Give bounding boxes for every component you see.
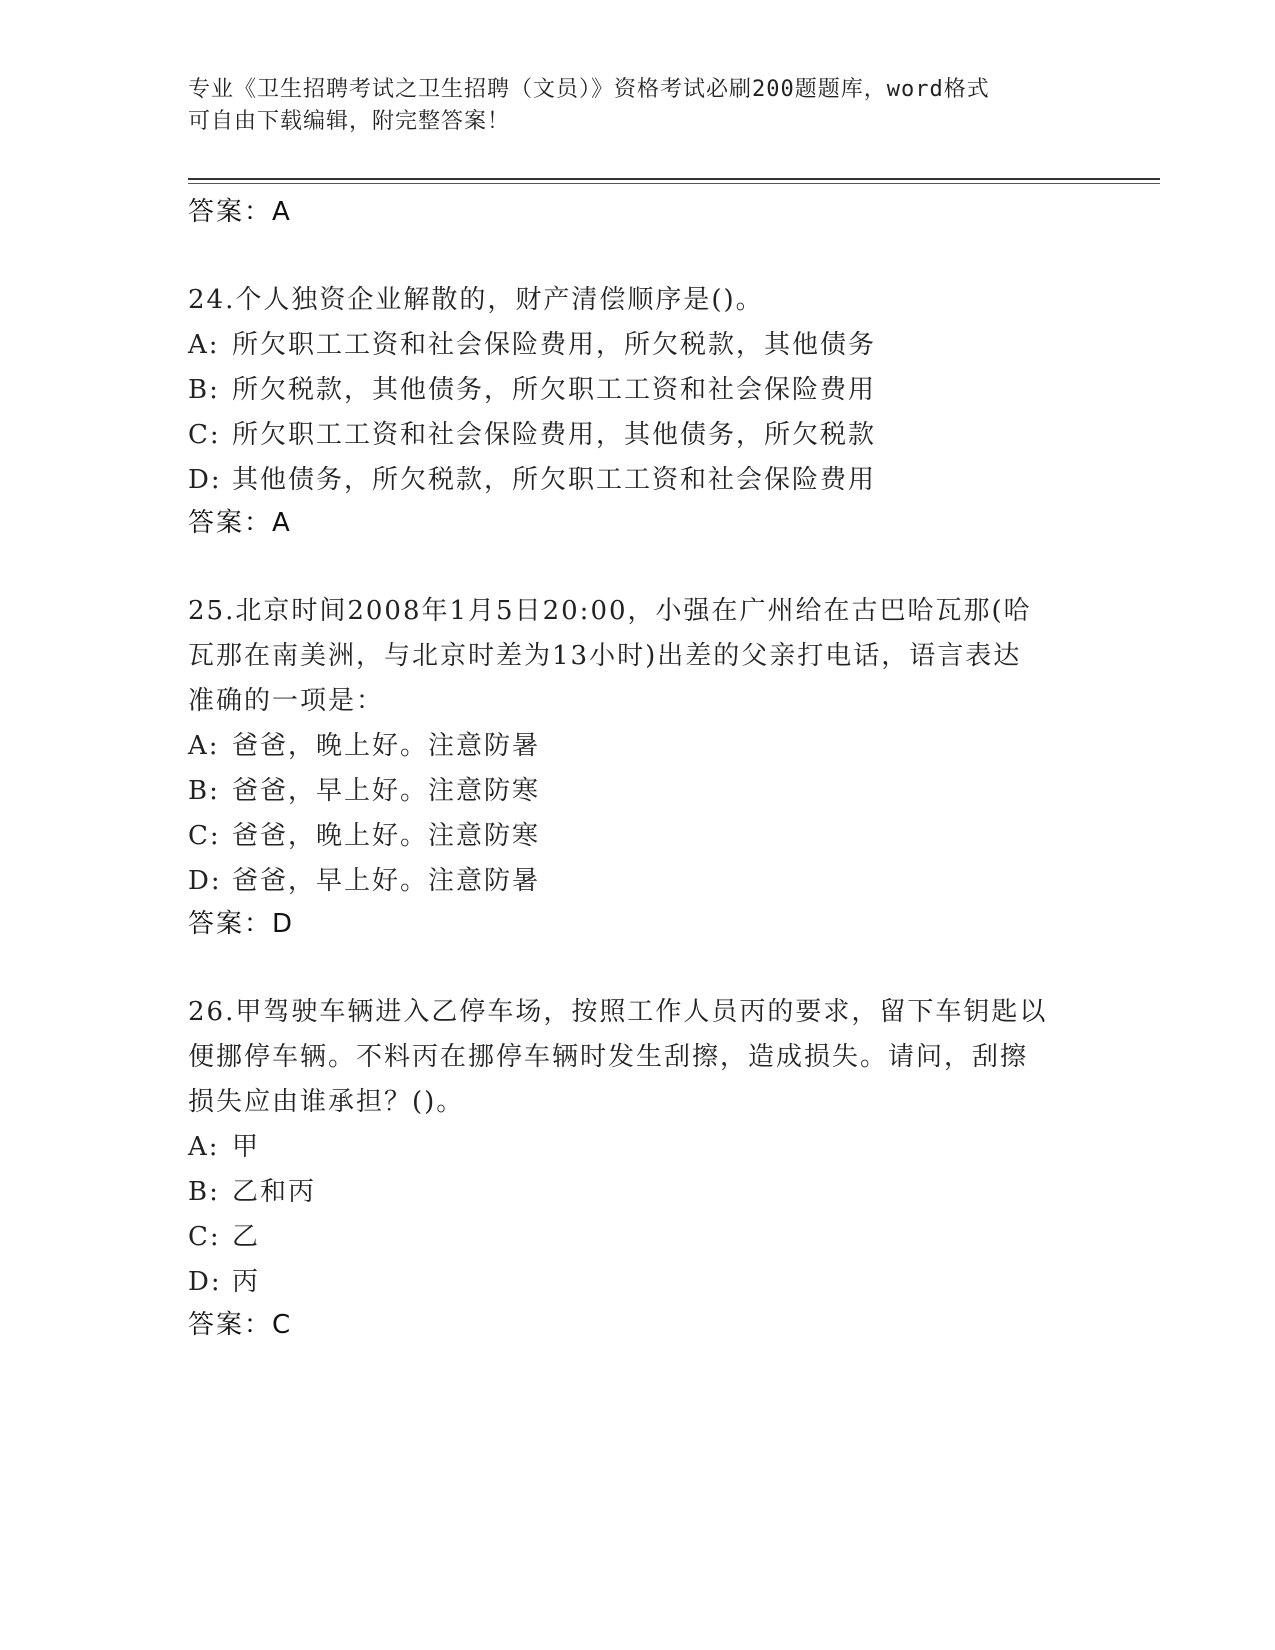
header-title-line-1: 专业《卫生招聘考试之卫生招聘（文员）》资格考试必刷200题题库，word格式	[188, 77, 990, 102]
question-line: 便挪停车辆。不料丙在挪停车辆时发生刮擦，造成损失。请问，刮擦	[188, 1042, 1029, 1072]
option-a	[188, 323, 1088, 368]
option-key: D:	[188, 1267, 222, 1297]
option-c	[188, 413, 1088, 458]
option-key: B:	[188, 375, 220, 405]
option-key: C:	[188, 1222, 221, 1252]
question-line: 24.个人独资企业解散的，财产清偿顺序是()。	[188, 285, 764, 315]
spacer	[188, 543, 1088, 589]
previous-answer: 答案：A	[188, 197, 292, 227]
option-a	[188, 1125, 1088, 1170]
question-line: 25.北京时间2008年1月5日20:00，小强在广州给在古巴哈瓦那(哈	[188, 596, 1032, 626]
question-text	[188, 589, 1088, 724]
question-text	[188, 278, 1088, 323]
option-text: 丙	[232, 1267, 261, 1297]
question-text	[188, 990, 1088, 1125]
option-d	[188, 1260, 1088, 1305]
option-text: 其他债务，所欠税款，所欠职工工资和社会保险费用	[232, 465, 877, 495]
option-b	[188, 1170, 1088, 1215]
option-text: 爸爸，早上好。注意防寒	[232, 776, 541, 806]
question-line: 瓦那在南美洲，与北京时差为13小时)出差的父亲打电话，语言表达	[188, 641, 1022, 671]
answer-label: 答案：D	[188, 909, 295, 939]
header-divider-thick	[188, 178, 1160, 180]
option-text: 爸爸，晚上好。注意防寒	[232, 821, 541, 851]
question-block-24	[188, 278, 1088, 543]
header-title-line-2: 可自由下载编辑，附完整答案！	[188, 109, 511, 134]
option-key: C:	[188, 821, 221, 851]
option-key: C:	[188, 420, 221, 450]
option-a	[188, 724, 1088, 769]
answer-label: 答案：A	[188, 508, 292, 538]
option-d	[188, 859, 1088, 904]
question-block-26	[188, 990, 1088, 1345]
option-key: D:	[188, 465, 222, 495]
option-key: A:	[188, 1132, 220, 1162]
option-b	[188, 769, 1088, 814]
header-divider-thin	[188, 183, 1160, 184]
question-content	[188, 192, 1088, 1345]
option-key: A:	[188, 731, 220, 761]
option-text: 爸爸，早上好。注意防暑	[232, 866, 541, 896]
option-text: 爸爸，晚上好。注意防暑	[232, 731, 541, 761]
option-text: 所欠税款，其他债务，所欠职工工资和社会保险费用	[232, 375, 877, 405]
option-d	[188, 458, 1088, 503]
option-text: 乙	[232, 1222, 261, 1252]
answer-label: 答案：C	[188, 1310, 293, 1340]
option-text: 所欠职工工资和社会保险费用，所欠税款，其他债务	[232, 330, 877, 360]
option-key: A:	[188, 330, 220, 360]
option-text: 甲	[232, 1132, 261, 1162]
question-line: 损失应由谁承担？()。	[188, 1087, 465, 1117]
question-line: 26.甲驾驶车辆进入乙停车场，按照工作人员丙的要求，留下车钥匙以	[188, 997, 1048, 1027]
option-text: 所欠职工工资和社会保险费用，其他债务，所欠税款	[232, 420, 877, 450]
document-header	[188, 74, 1068, 138]
option-b	[188, 368, 1088, 413]
option-c	[188, 1215, 1088, 1260]
question-block-25	[188, 589, 1088, 944]
option-c	[188, 814, 1088, 859]
spacer	[188, 232, 1088, 278]
spacer	[188, 944, 1088, 990]
option-key: D:	[188, 866, 222, 896]
option-text: 乙和丙	[232, 1177, 317, 1207]
question-line: 准确的一项是：	[188, 686, 385, 716]
option-key: B:	[188, 1177, 220, 1207]
option-key: B:	[188, 776, 220, 806]
